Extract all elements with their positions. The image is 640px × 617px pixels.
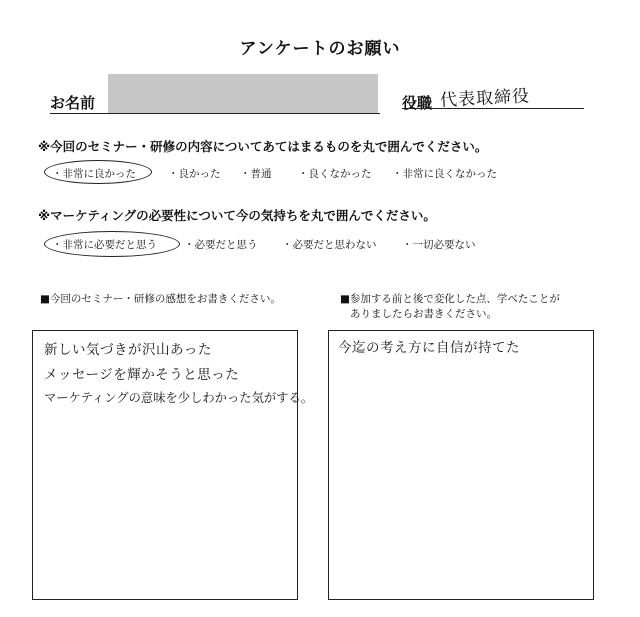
- role-handwritten-value: 代表取締役: [439, 86, 531, 111]
- section-1-label: ■今回のセミナー・研修の感想をお書きください。: [40, 293, 281, 305]
- section-2-label-line-1: ■参加する前と後で変化した点、学べたことが: [340, 293, 560, 305]
- q1-option-average[interactable]: ・普通: [240, 168, 272, 180]
- section-1-answer-line-2: メッセージを輝かそうと思った: [44, 367, 240, 383]
- survey-title: アンケートのお願い: [239, 39, 401, 59]
- question-2-text: ※マーケティングの必要性について今の気持ちを丸で囲んでください。: [38, 208, 436, 223]
- q1-option-not-good[interactable]: ・良くなかった: [298, 168, 372, 180]
- question-1-text: ※今回のセミナー・研修の内容についてあてはまるものを丸で囲んでください。: [38, 139, 488, 154]
- section-1-answer-line-3: マーケティングの意味を少しわかった気がする。: [44, 391, 314, 405]
- q1-option-very-good[interactable]: ・非常に良かった: [52, 168, 136, 180]
- section-2-label-line-2: ありましたらお書きください。: [350, 308, 497, 320]
- section-1-answer-line-1: 新しい気づきが沢山あった: [44, 342, 212, 358]
- name-label: お名前: [50, 94, 96, 112]
- q2-option-not-necessary[interactable]: ・必要だと思わない: [282, 239, 377, 251]
- q2-option-very-necessary[interactable]: ・非常に必要だと思う: [52, 239, 157, 251]
- role-label: 役職: [402, 94, 433, 112]
- name-redacted-field: [108, 74, 378, 114]
- name-underline: [50, 113, 380, 114]
- q1-option-good[interactable]: ・良かった: [168, 168, 221, 180]
- q2-option-necessary[interactable]: ・必要だと思う: [184, 239, 258, 251]
- q1-option-very-bad[interactable]: ・非常に良くなかった: [392, 168, 497, 180]
- section-2-answer-line-1: 今迄の考え方に自信が持てた: [338, 340, 520, 356]
- section-2-answer-box[interactable]: [328, 330, 594, 600]
- role-underline: [402, 108, 584, 109]
- q2-option-never-necessary[interactable]: ・一切必要ない: [402, 239, 476, 251]
